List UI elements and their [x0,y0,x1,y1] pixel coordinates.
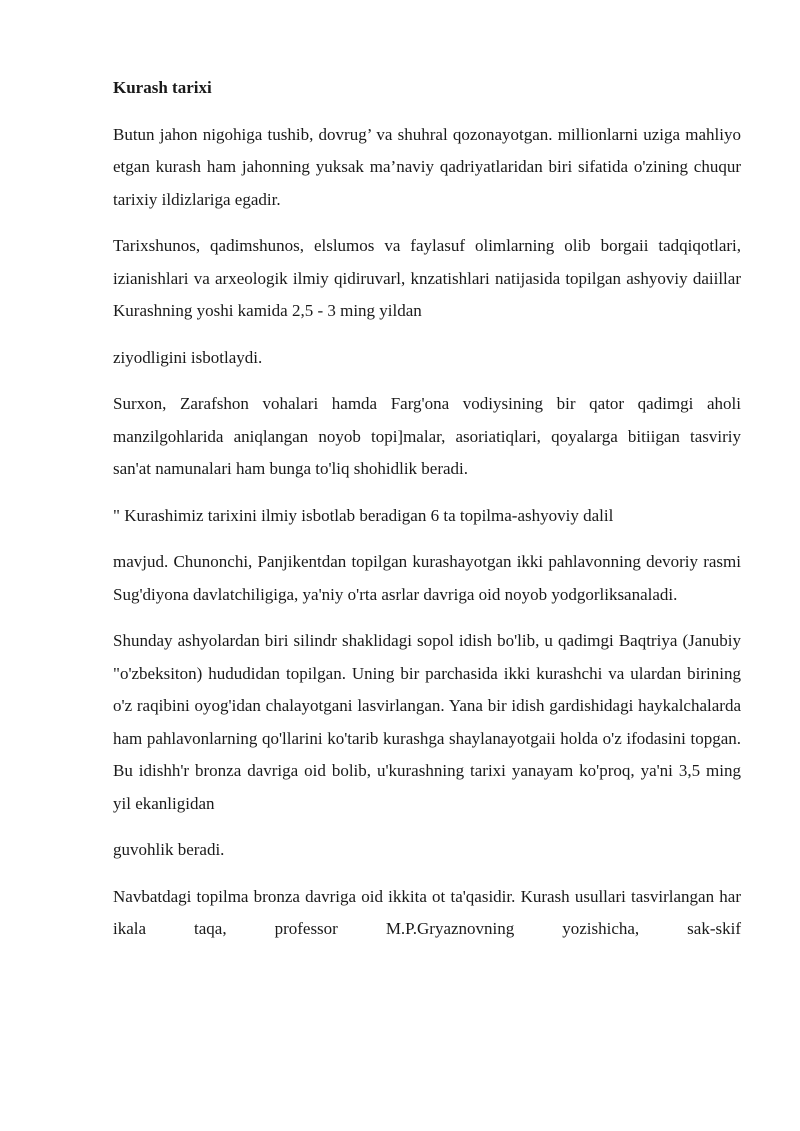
paragraph-2: Tarixshunos, qadimshunos, elslumos va faylasuf olimlarning olib borgaii tadqiqotlari, izianishlari va arxeologik ilmiy qidiruvarl, knzatishlari natijasida topilgan ashyoviy daiillar Kurashning yoshi kamida 2,5 - 3 ming yildan [113,236,741,320]
paragraph-7: Shunday ashyolardan biri silindr shaklidagi sopol idish bo'lib, u qadimgi Baqtriya (Janubiy "o'zbeksiton) hududidan topilgan. Uning bir parchasida ikki kurashchi va ulardan birining o'z raqibini oyog'idan chalayotgani lasvirlangan. Yana bir idish gardishidagi haykalchalarda ham pahlavonlarning qo'llarini ko'tarib kurashga shaylanayotgaii holda o'z ifodasini topgan. Bu idishh'r bronza davriga oid bolib, u'kurashning tarixi yanayam ko'proq, ya'ni 3,5 ming yil ekanligidan [113,631,741,813]
document-title: Kurash tarixi [113,78,212,97]
paragraph-1: Butun jahon nigohiga tushib, dovrug’ va shuhral qozonayotgan. millionlarni uziga mahliyo etgan kurash ham jahonning yuksak ma’naviy qadriyatlaridan biri sifatida o'zining chuqur tarixiy ildizlariga egadir. [113,124,741,209]
paragraph-3: ziyodligini isbotlaydi. [113,347,263,367]
document-body [113,72,741,960]
paragraph-6: mavjud. Chunonchi, Panjikentdan topilgan kurashayotgan ikki pahlavonning devoriy rasmi Sug'diyona davlatchiligiga, ya'niy o'rta asrlar davriga oid noyob yodgorliksanaladi. [113,552,741,604]
paragraph-8: guvohlik beradi. [113,840,225,859]
paragraph-4: Surxon, Zarafshon vohalari hamda Farg'ona vodiysining bir qator qadimgi aholi manzilgohlarida aniqlangan noyob topi]malar, asoriatiqlari, qoyalarga bitiigan tasviriy san'at namunalari ham bunga to'liq shohidlik beradi. [113,394,741,478]
paragraph-9: Navbatdagi topilma bronza davriga oid ikkita ot ta'qasidir. Kurash usullari tasvirlangan har ikala taqa, professor M.P.Gryaznovning yozishicha, sak-skif [113,886,741,938]
paragraph-5: " Kurashimiz tarixini ilmiy isbotlab beradigan 6 ta topilma-ashyoviy dalil [113,505,614,525]
